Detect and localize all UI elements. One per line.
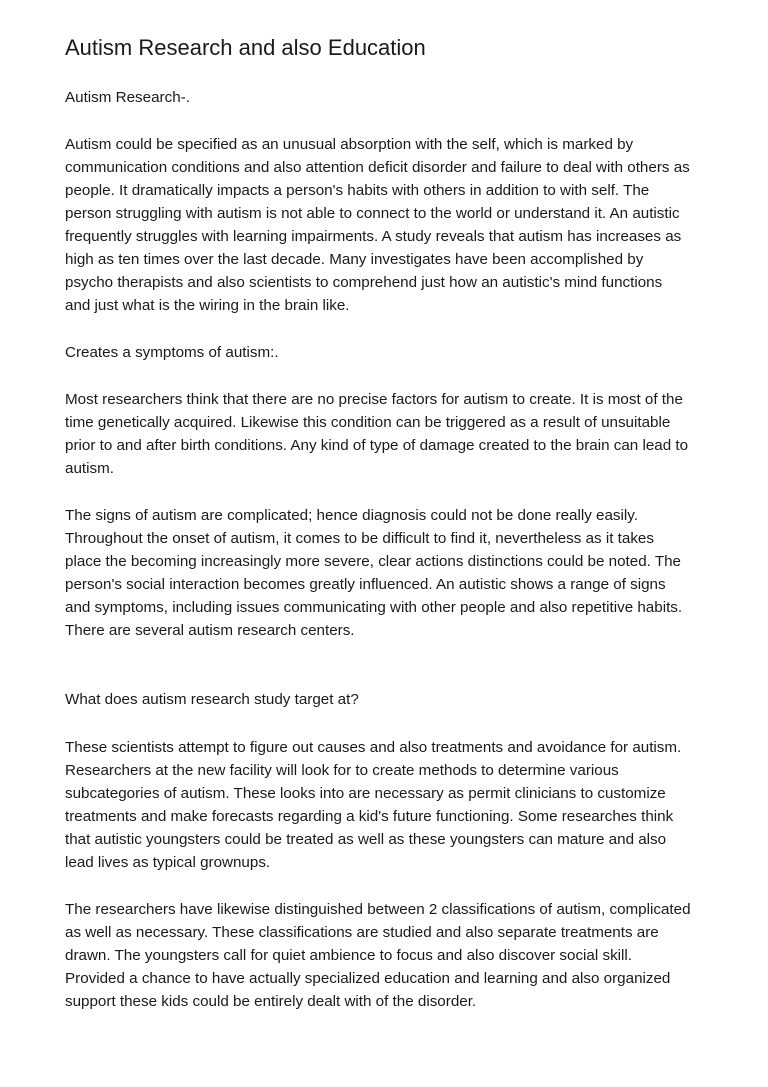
paragraph-line: There are several autism research centers. — [65, 622, 355, 639]
paragraph-line: as well as necessary. These classifications are studied and also separate treatments are — [65, 924, 659, 941]
paragraph-line: Most researchers think that there are no precise factors for autism to create. It is most of the — [65, 391, 683, 408]
paragraph-line: treatments and make forecasts regarding a kid's future functioning. Some researches think — [65, 808, 674, 825]
paragraph-line: communication conditions and also attention deficit disorder and failure to deal with others as — [65, 159, 690, 176]
paragraph-line: The researchers have likewise distinguished between 2 classifications of autism, complicated — [65, 901, 691, 918]
paragraph-line: subcategories of autism. These looks into are necessary as permit clinicians to customize — [65, 785, 666, 802]
paragraph-line: psycho therapists and also scientists to comprehend just how an autistic's mind functions — [65, 274, 663, 291]
paragraph-line: and just what is the wiring in the brain like. — [65, 297, 350, 314]
paragraph-line: Autism could be specified as an unusual absorption with the self, which is marked by — [65, 136, 634, 153]
paragraph-line: Provided a chance to have actually specialized education and learning and also organized — [65, 970, 671, 987]
paragraph-line: lead lives as typical grownups. — [65, 854, 271, 871]
paragraph-line: time genetically acquired. Likewise this condition can be triggered as a result of unsuitable — [65, 414, 671, 431]
section-subtitle: Autism Research-. — [65, 89, 190, 106]
paragraph-line: The signs of autism are complicated; hence diagnosis could not be done really easily. — [65, 507, 638, 524]
paragraph-line: person struggling with autism is not able to connect to the world or understand it. An autistic — [65, 205, 680, 222]
paragraph-line: These scientists attempt to figure out causes and also treatments and avoidance for autism. — [65, 739, 682, 756]
section-heading: Creates a symptoms of autism:. — [65, 344, 279, 361]
paragraph-line: drawn. The youngsters call for quiet ambience to focus and also discover social skill. — [65, 947, 633, 964]
paragraph-line: high as ten times over the last decade. Many investigates have been accomplished by — [65, 251, 644, 268]
paragraph-line: Researchers at the new facility will look for to create methods to determine various — [65, 762, 619, 779]
paragraph-line: support these kids could be entirely dealt with of the disorder. — [65, 993, 477, 1010]
paragraph-line: people. It dramatically impacts a person's habits with others in addition to with self. The — [65, 182, 650, 199]
paragraph-line: prior to and after birth conditions. Any kind of type of damage created to the brain can lead to — [65, 437, 689, 454]
document-title: Autism Research and also Education — [65, 35, 426, 60]
section-heading: What does autism research study target at? — [65, 691, 359, 708]
paragraph-line: that autistic youngsters could be treated as well as these youngsters can mature and also — [65, 831, 667, 848]
paragraph-line: frequently struggles with learning impairments. A study reveals that autism has increases as — [65, 228, 682, 245]
paragraph-line: and symptoms, including issues communicating with other people and also repetitive habits. — [65, 599, 683, 616]
paragraph-line: Throughout the onset of autism, it comes to be difficult to find it, nevertheless as it takes — [65, 530, 654, 547]
paragraph-line: autism. — [65, 460, 114, 477]
paragraph-line: person's social interaction becomes greatly influenced. An autistic shows a range of signs — [65, 576, 666, 593]
paragraph-line: place the becoming increasingly more severe, clear actions distinctions could be noted. The — [65, 553, 681, 570]
